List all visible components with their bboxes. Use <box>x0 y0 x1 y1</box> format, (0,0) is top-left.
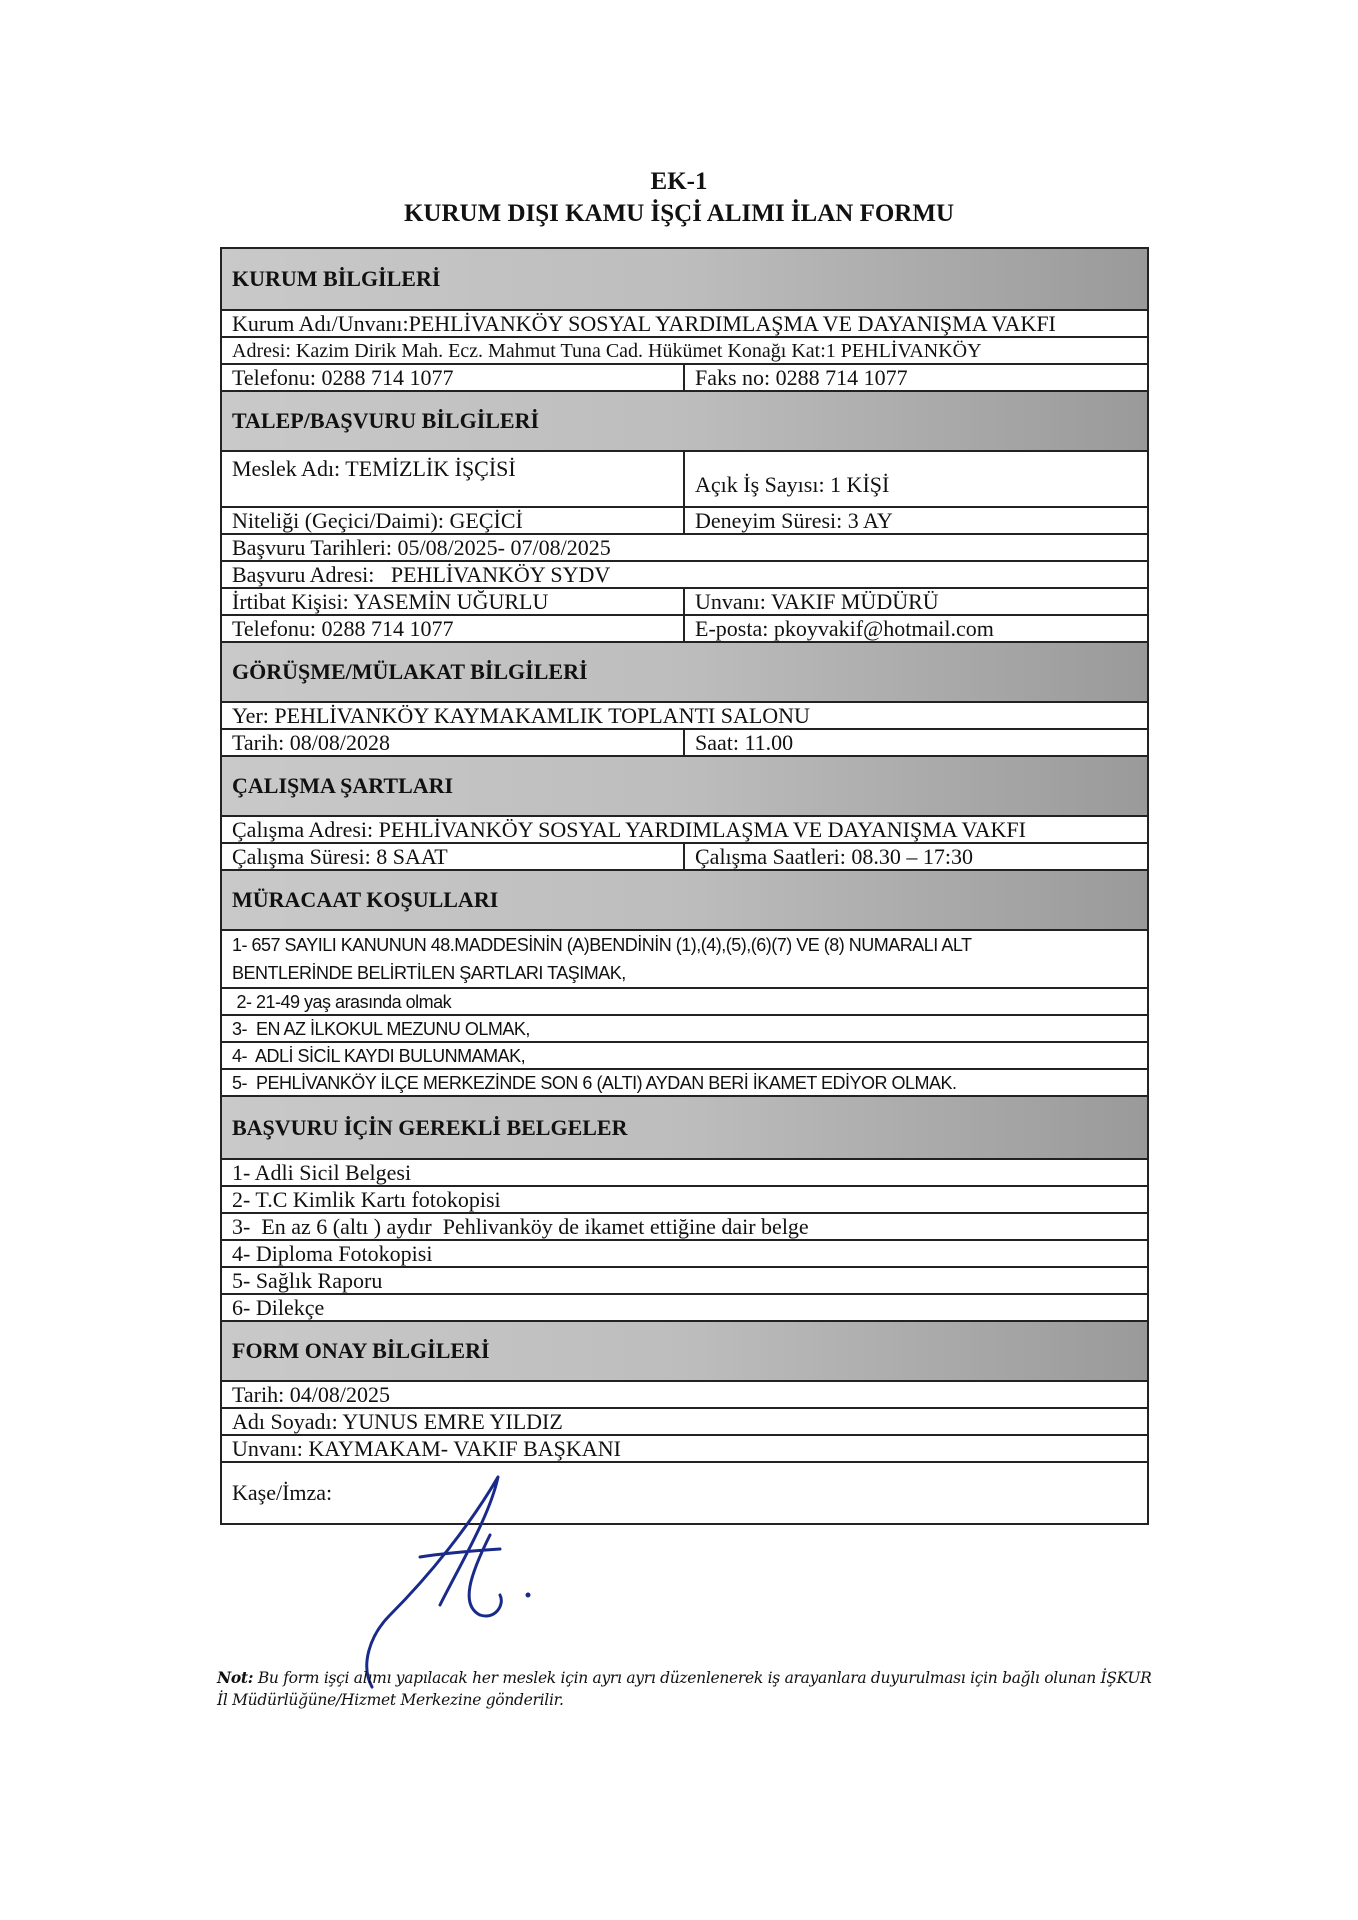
note-label: Not: <box>217 1668 254 1687</box>
document-item: 1- Adli Sicil Belgesi <box>221 1159 1148 1186</box>
meslek-adi: Meslek Adı: TEMİZLİK İŞÇİSİ <box>221 451 684 507</box>
section-header-onay: FORM ONAY BİLGİLERİ <box>221 1321 1148 1381</box>
basvuru-tarihleri: Başvuru Tarihleri: 05/08/2025- 07/08/2025 <box>221 534 1148 561</box>
section-header-muracaat: MÜRACAAT KOŞULLARI <box>221 870 1148 930</box>
section-header-gorusme: GÖRÜŞME/MÜLAKAT BİLGİLERİ <box>221 642 1148 702</box>
basvuru-adresi: Başvuru Adresi: PEHLİVANKÖY SYDV <box>221 561 1148 588</box>
deneyim-suresi: Deneyim Süresi: 3 AY <box>684 507 1148 534</box>
condition-1-line1: 1- 657 SAYILI KANUNUN 48.MADDESİNİN (A)BENDİNİN (1),(4),(5),(6)(7) VE (8) NUMARALI ALT <box>232 935 972 955</box>
acik-is-sayisi: Açık İş Sayısı: 1 KİŞİ <box>684 451 1148 507</box>
section-header-belgeler: BAŞVURU İÇİN GEREKLİ BELGELER <box>221 1096 1148 1159</box>
gorusme-tarih: Tarih: 08/08/2028 <box>221 729 684 756</box>
onay-tarih: Tarih: 04/08/2025 <box>221 1381 1148 1408</box>
kurum-adres: Adresi: Kazim Dirik Mah. Ecz. Mahmut Tuna Cad. Hükümet Konağı Kat:1 PEHLİVANKÖY <box>221 337 1148 364</box>
irtibat-telefon: Telefonu: 0288 714 1077 <box>221 615 684 642</box>
announcement-form <box>220 247 1149 1525</box>
document-item: 5- Sağlık Raporu <box>221 1267 1148 1294</box>
gorusme-saat: Saat: 11.00 <box>684 729 1148 756</box>
calisma-suresi: Çalışma Süresi: 8 SAAT <box>221 843 684 870</box>
irtibat-kisisi: İrtibat Kişisi: YASEMİN UĞURLU <box>221 588 684 615</box>
document-item: 3- En az 6 (altı ) aydır Pehlivanköy de ikamet ettiğine dair belge <box>221 1213 1148 1240</box>
irtibat-eposta: E-posta: pkoyvakif@hotmail.com <box>684 615 1148 642</box>
irtibat-unvan: Unvanı: VAKIF MÜDÜRÜ <box>684 588 1148 615</box>
calisma-adresi: Çalışma Adresi: PEHLİVANKÖY SOSYAL YARDIMLAŞMA VE DAYANIŞMA VAKFI <box>221 816 1148 843</box>
footnote <box>217 1667 1157 1711</box>
document-item: 4- Diploma Fotokopisi <box>221 1240 1148 1267</box>
signature <box>350 1465 550 1695</box>
calisma-saatleri: Çalışma Saatleri: 08.30 – 17:30 <box>684 843 1148 870</box>
condition-2: 2- 21-49 yaş arasında olmak <box>221 988 1148 1015</box>
document-item: 2- T.C Kimlik Kartı fotokopisi <box>221 1186 1148 1213</box>
gorusme-yer: Yer: PEHLİVANKÖY KAYMAKAMLIK TOPLANTI SALONU <box>221 702 1148 729</box>
condition-3: 3- EN AZ İLKOKUL MEZUNU OLMAK, <box>221 1015 1148 1042</box>
condition-1 <box>221 930 1148 988</box>
doc-code: EK-1 <box>650 168 708 195</box>
section-header-calisma: ÇALIŞMA ŞARTLARI <box>221 756 1148 816</box>
kase-imza: Kaşe/İmza: <box>221 1462 1148 1524</box>
onay-adi-soyadi: Adı Soyadı: YUNUS EMRE YILDIZ <box>221 1408 1148 1435</box>
nitelik: Niteliği (Geçici/Daimi): GEÇİCİ <box>221 507 684 534</box>
kurum-adi: Kurum Adı/Unvanı:PEHLİVANKÖY SOSYAL YARDIMLAŞMA VE DAYANIŞMA VAKFI <box>221 310 1148 337</box>
kurum-faks: Faks no: 0288 714 1077 <box>684 364 1148 391</box>
document-item: 6- Dilekçe <box>221 1294 1148 1321</box>
section-header-talep: TALEP/BAŞVURU BİLGİLERİ <box>221 391 1148 451</box>
note-text: Bu form işçi alımı yapılacak her meslek için ayrı ayrı düzenlenerek iş arayanlara duyurulması için bağlı olunan İŞKUR İl Müdürlüğüne/Hizmet Merkezine gönderilir. <box>217 1669 1152 1709</box>
condition-1-line2: BENTLERİNDE BELİRTİLEN ŞARTLARI TAŞIMAK, <box>232 963 626 983</box>
condition-4: 4- ADLİ SİCİL KAYDI BULUNMAMAK, <box>221 1042 1148 1069</box>
onay-unvan: Unvanı: KAYMAKAM- VAKIF BAŞKANI <box>221 1435 1148 1462</box>
page-title: KURUM DIŞI KAMU İŞÇİ ALIMI İLAN FORMU <box>403 200 955 227</box>
condition-5: 5- PEHLİVANKÖY İLÇE MERKEZİNDE SON 6 (ALTI) AYDAN BERİ İKAMET EDİYOR OLMAK. <box>221 1069 1148 1096</box>
kurum-telefon: Telefonu: 0288 714 1077 <box>221 364 684 391</box>
section-header-kurum: KURUM BİLGİLERİ <box>221 248 1148 310</box>
